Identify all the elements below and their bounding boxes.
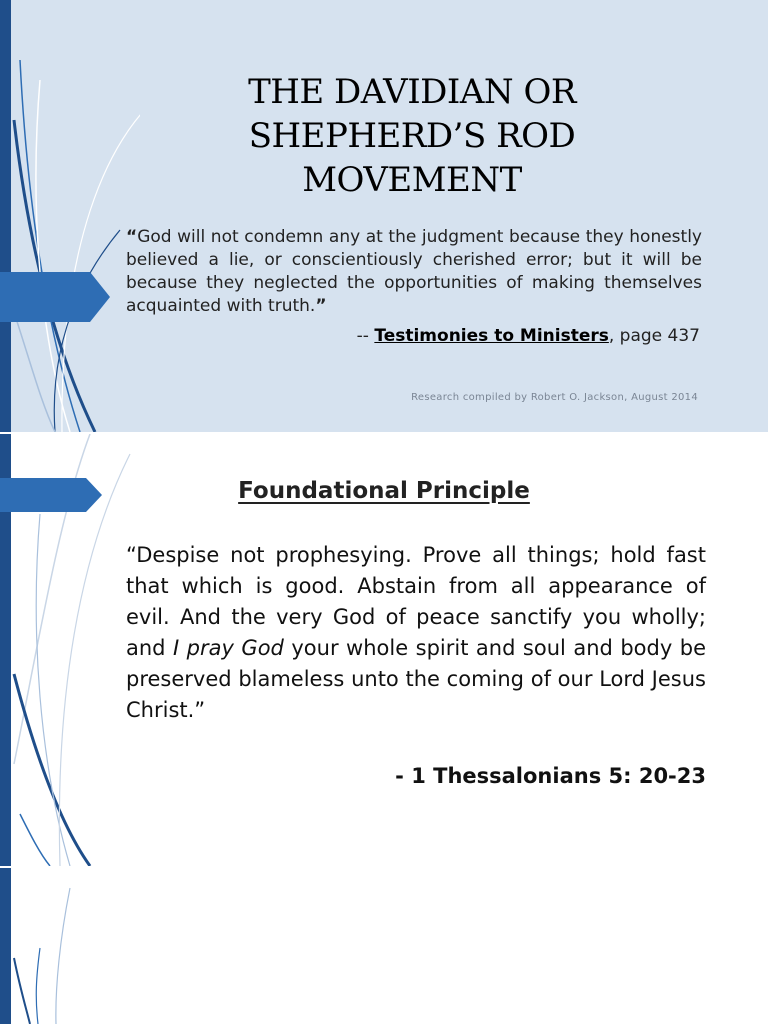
- title-line-1: THE DAVIDIAN OR: [248, 72, 576, 112]
- quote-text: God will not condemn any at the judgment because they honestly believed a lie, or conscientiously cherished error; but it will be because they neglected the opportunities of making themselves acquainted with truth.: [126, 227, 702, 316]
- quote-close-mark: ”: [315, 296, 327, 316]
- verse-text-italic: I pray God: [173, 636, 284, 660]
- scripture-verse: [126, 540, 706, 726]
- title-slide: [0, 0, 768, 432]
- quote-block: [126, 226, 702, 318]
- section-heading-text: Foundational Principle: [238, 478, 530, 504]
- citation-page: , page 437: [608, 326, 700, 346]
- next-slide-partial: [0, 868, 768, 1024]
- research-credit: Research compiled by Robert O. Jackson, August 2014: [411, 392, 698, 403]
- quote-open-mark: “: [126, 227, 138, 247]
- citation-book-title: Testimonies to Ministers: [374, 326, 609, 346]
- title-line-3: MOVEMENT: [302, 160, 522, 200]
- citation: [357, 326, 700, 346]
- section-heading: [0, 478, 768, 504]
- scripture-reference: - 1 Thessalonians 5: 20-23: [395, 764, 706, 788]
- citation-prefix: --: [356, 326, 375, 346]
- swoosh-decoration-icon: [0, 0, 140, 432]
- swoosh-decoration-icon: [0, 868, 140, 1024]
- title-line-2: SHEPHERD’S ROD: [248, 116, 576, 156]
- verse-text-part-2: your whole spirit and soul and body be preserved blameless unto the coming of our Lord Jesus Christ.”: [126, 636, 706, 722]
- principle-slide: [0, 434, 768, 866]
- arrow-tab-icon: [0, 272, 112, 322]
- page-title: [150, 70, 674, 202]
- verse-text-part-1: “Despise not prophesying. Prove all things; hold fast that which is good. Abstain from all appearance of evil. And the very God of peace sanctify you wholly; and: [126, 543, 706, 660]
